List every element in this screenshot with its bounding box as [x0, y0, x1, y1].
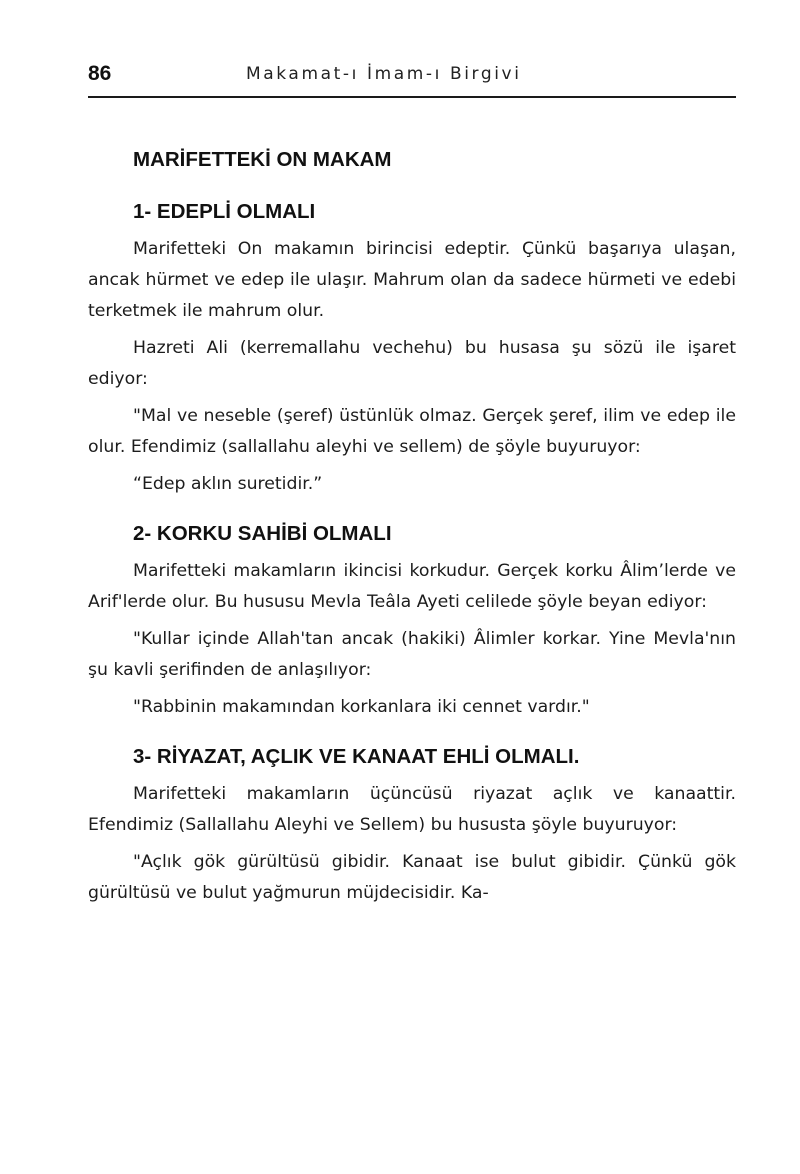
- paragraph: Hazreti Ali (kerremallahu vechehu) bu husasa şu sözü ile işaret ediyor:: [88, 338, 736, 389]
- paragraph: "Kullar içinde Allah'tan ancak (hakiki) Âlimler korkar. Yine Mevla'nın şu kavli şerifinden de anlaşılıyor:: [88, 629, 736, 680]
- paragraph: "Rabbinin makamından korkanlara iki cennet vardır.": [133, 697, 590, 717]
- page-content: [88, 132, 736, 915]
- running-title: Makamat-ı İmam-ı Birgivi: [246, 64, 522, 84]
- paragraph: “Edep aklın suretidir.”: [133, 474, 323, 494]
- page-number: 86: [88, 62, 112, 85]
- section-heading: 3- RİYAZAT, AÇLIK VE KANAAT EHLİ OLMALI.: [133, 745, 580, 768]
- section-riyazat: [88, 739, 736, 909]
- paragraph: Marifetteki On makamın birincisi edeptir. Çünkü başarıya ulaşan, ancak hürmet ve edep ile ulaşır. Mahrum olan da sadece hürmeti ve edebi terketmek ile mahrum olur.: [88, 239, 736, 321]
- section-edepli: [88, 194, 736, 500]
- paragraph: Marifetteki makamların ikincisi korkudur. Gerçek korku Âlim’lerde ve Arif'lerde olur. Bu hususu Mevla Teâla Ayeti celilede şöyle beyan ediyor:: [88, 561, 736, 612]
- main-title: MARİFETTEKİ ON MAKAM: [133, 148, 392, 171]
- paragraph: "Mal ve neseble (şeref) üstünlük olmaz. Gerçek şeref, ilim ve edep ile olur. Efendimiz (sallallahu aleyhi ve sellem) de şöyle buyuruyor:: [88, 406, 736, 457]
- paragraph: "Açlık gök gürültüsü gibidir. Kanaat ise bulut gibidir. Çünkü gök gürültüsü ve bulut yağmurun müjdecisidir. Ka-: [88, 852, 736, 903]
- section-heading: 1- EDEPLİ OLMALI: [133, 200, 316, 223]
- header-rule: [88, 96, 736, 98]
- page-header: [88, 58, 736, 96]
- section-korku: [88, 516, 736, 723]
- paragraph: Marifetteki makamların üçüncüsü riyazat açlık ve kanaattir. Efendimiz (Sallallahu Aleyhi ve Sellem) bu hususta şöyle buyuruyor:: [88, 784, 736, 835]
- section-heading: 2- KORKU SAHİBİ OLMALI: [133, 522, 392, 545]
